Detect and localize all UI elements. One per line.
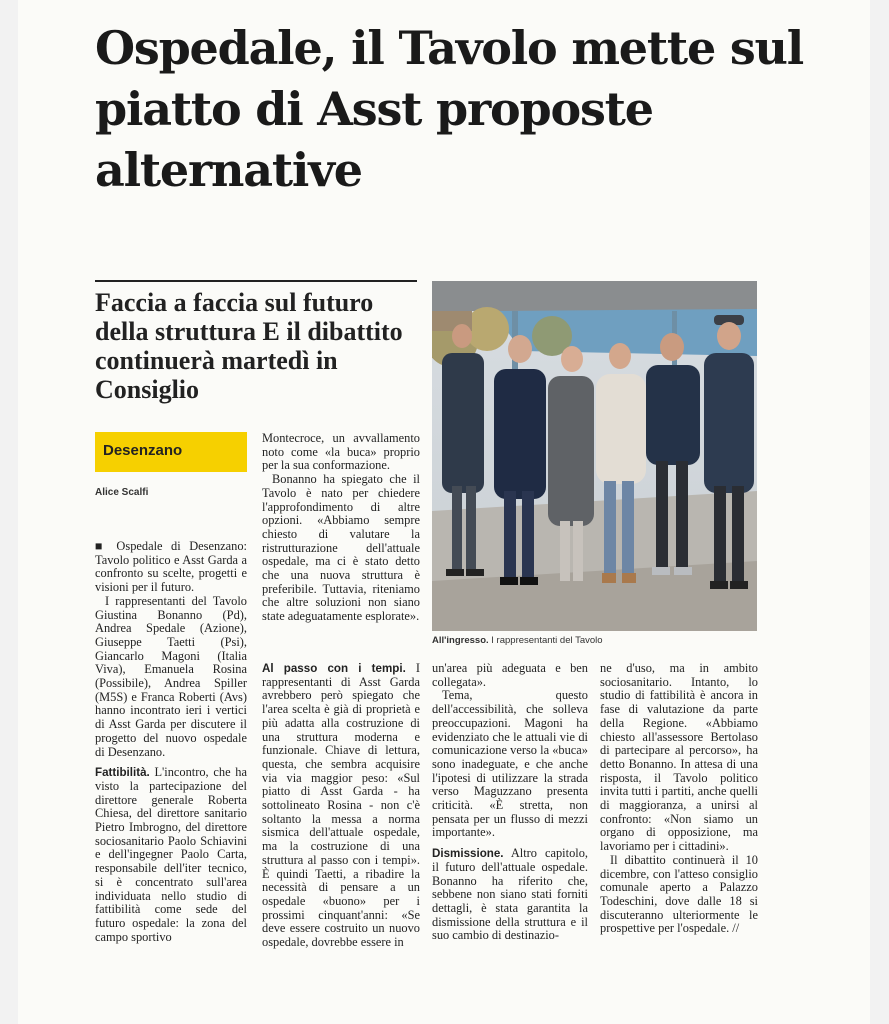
article-paragraph: I rappresentanti del Tavolo Giustina Bonanno (Pd), Andrea Spedale (Azione), Giuseppe Taetti (Psi), Giancarlo Magoni (Italia Viva), Emanuela Rosina (Possibile), Andrea Spiller (M5S) e Franca Roberti (Avs) hanno incontrato ieri i vertici di Asst Garda per discutere il progetto del nuovo ospedale di Desenzano.	[95, 593, 247, 759]
article-column-2-bottom	[262, 662, 420, 957]
paragraph-text: Altro capitolo, il futuro dell'attuale ospedale. Bonanno ha riferito che, sebbene non siano stati forniti dettagli, è stata garantita la dismissione della struttura e il suo cambio di destinazio-	[432, 846, 588, 943]
author-byline: Alice Scalfi	[95, 487, 149, 498]
page-margin-right	[870, 0, 889, 1024]
article-photo	[432, 281, 757, 631]
article-column-4	[600, 662, 758, 957]
subhead-rule	[95, 280, 417, 282]
article-subheadline: Faccia a faccia sul futuro della struttura E il dibattito continuerà martedì in Consiglio	[95, 288, 403, 404]
article-intro: ■ Ospedale di Desenzano: Tavolo politico e Asst Garda a confronto su scelte, progetti e visioni per il futuro.	[95, 540, 247, 595]
paragraph-lead: Dismissione.	[432, 847, 504, 861]
article-column-1	[95, 540, 247, 955]
photo-caption	[432, 635, 603, 646]
paragraph-lead: Fattibilità.	[95, 766, 150, 780]
photo-caption-lead: All'ingresso.	[432, 635, 489, 646]
photo-caption-text: I rappresentanti del Tavolo	[491, 635, 603, 646]
paragraph-text: L'incontro, che ha visto la partecipazione del direttore generale Roberta Chiesa, del direttore sanitario Pietro Imbrogno, del direttore sociosanitario Paolo Schiavini e dell'ingegner Paolo Carta, responsabile dell'iter tecnico, si è concentrato sull'area individuata nello studio di fattibilità come sede del futuro ospedale: la zona del campo sportivo	[95, 765, 247, 944]
article-paragraph: Il dibattito continuerà il 10 dicembre, con l'atteso consiglio comunale aperto a Palazzo Todeschini, dove dalle 18 si discuteranno ulteriormente le prospettive per l'ospedale. //	[600, 852, 758, 936]
article-column-3	[432, 662, 588, 957]
article-paragraph	[95, 766, 247, 944]
group-photo-illustration	[432, 281, 757, 631]
article-paragraph: un'area più adeguata e ben collegata».	[432, 662, 588, 689]
article-headline: Ospedale, il Tavolo mette sul piatto di Asst proposte alternative	[95, 21, 804, 197]
article-paragraph: ne d'uso, ma in ambito sociosanitario. Intanto, lo studio di fattibilità è ancora in fase di valutazione da parte della Regione. «Abbiamo chiesto all'assessore Bertolaso di partecipare al percorso», ha detto Bonanno. In attesa di una risposta, il Tavolo politico invita tutti i partiti, anche quelli di maggioranza, a unirsi al confronto: «Non siamo un organo di opposizione, ma lavoriamo per i cittadini».	[600, 662, 758, 854]
paragraph-lead: Al passo con i tempi.	[262, 662, 406, 675]
article-paragraph: Tema, questo dell'accessibilità, che solleva preoccupazioni. Magoni ha evidenziato che le attuali vie di comunicazione verso la «buca» sono inadeguate, e che anche l'ipotesi di utilizzare la strada verso Maguzzano presenta criticità. «È stretta, non pensata per un flusso di mezzi importante».	[432, 688, 588, 840]
article-paragraph: Montecroce, un avvallamento noto come «la buca» proprio per la sua conformazione.	[262, 432, 420, 473]
article-paragraph	[262, 662, 420, 950]
article-column-2-top	[262, 432, 420, 654]
section-tag-label: Desenzano	[103, 442, 183, 459]
article-paragraph	[432, 847, 588, 943]
article-paragraph: Bonanno ha spiegato che il Tavolo è nato per chiedere l'approfondimento di altre opzioni. «Abbiamo sempre chiesto di valutare la ristrutturazione dell'attuale ospedale, ma ci è stato detto che una nuova struttura è preferibile. Tuttavia, riteniamo che altre soluzioni non siano state adeguatamente esplorate».	[262, 472, 420, 624]
paragraph-text: I rappresentanti di Asst Garda avrebbero però spiegato che l'area scelta è già di proprietà e più adatta alla costruzione di una struttura moderna e funzionale. Chiave di lettura, questa, che sembra acquisire via via maggior peso: «Sul piatto di Asst Garda - ha sottolineato Rosina - non c'è soltanto la messa a norma sismica dell'attuale ospedale, ma la costruzione di una struttura al passo con i tempi». È quindi Taetti, a ribadire la necessità di pensare a un ospedale «buono» per i prossimi cinquant'anni: «Se deve essere costruito un nuovo ospedale, dovrebbe essere in	[262, 662, 420, 950]
page-margin-left	[0, 0, 18, 1024]
section-tag	[95, 432, 247, 472]
